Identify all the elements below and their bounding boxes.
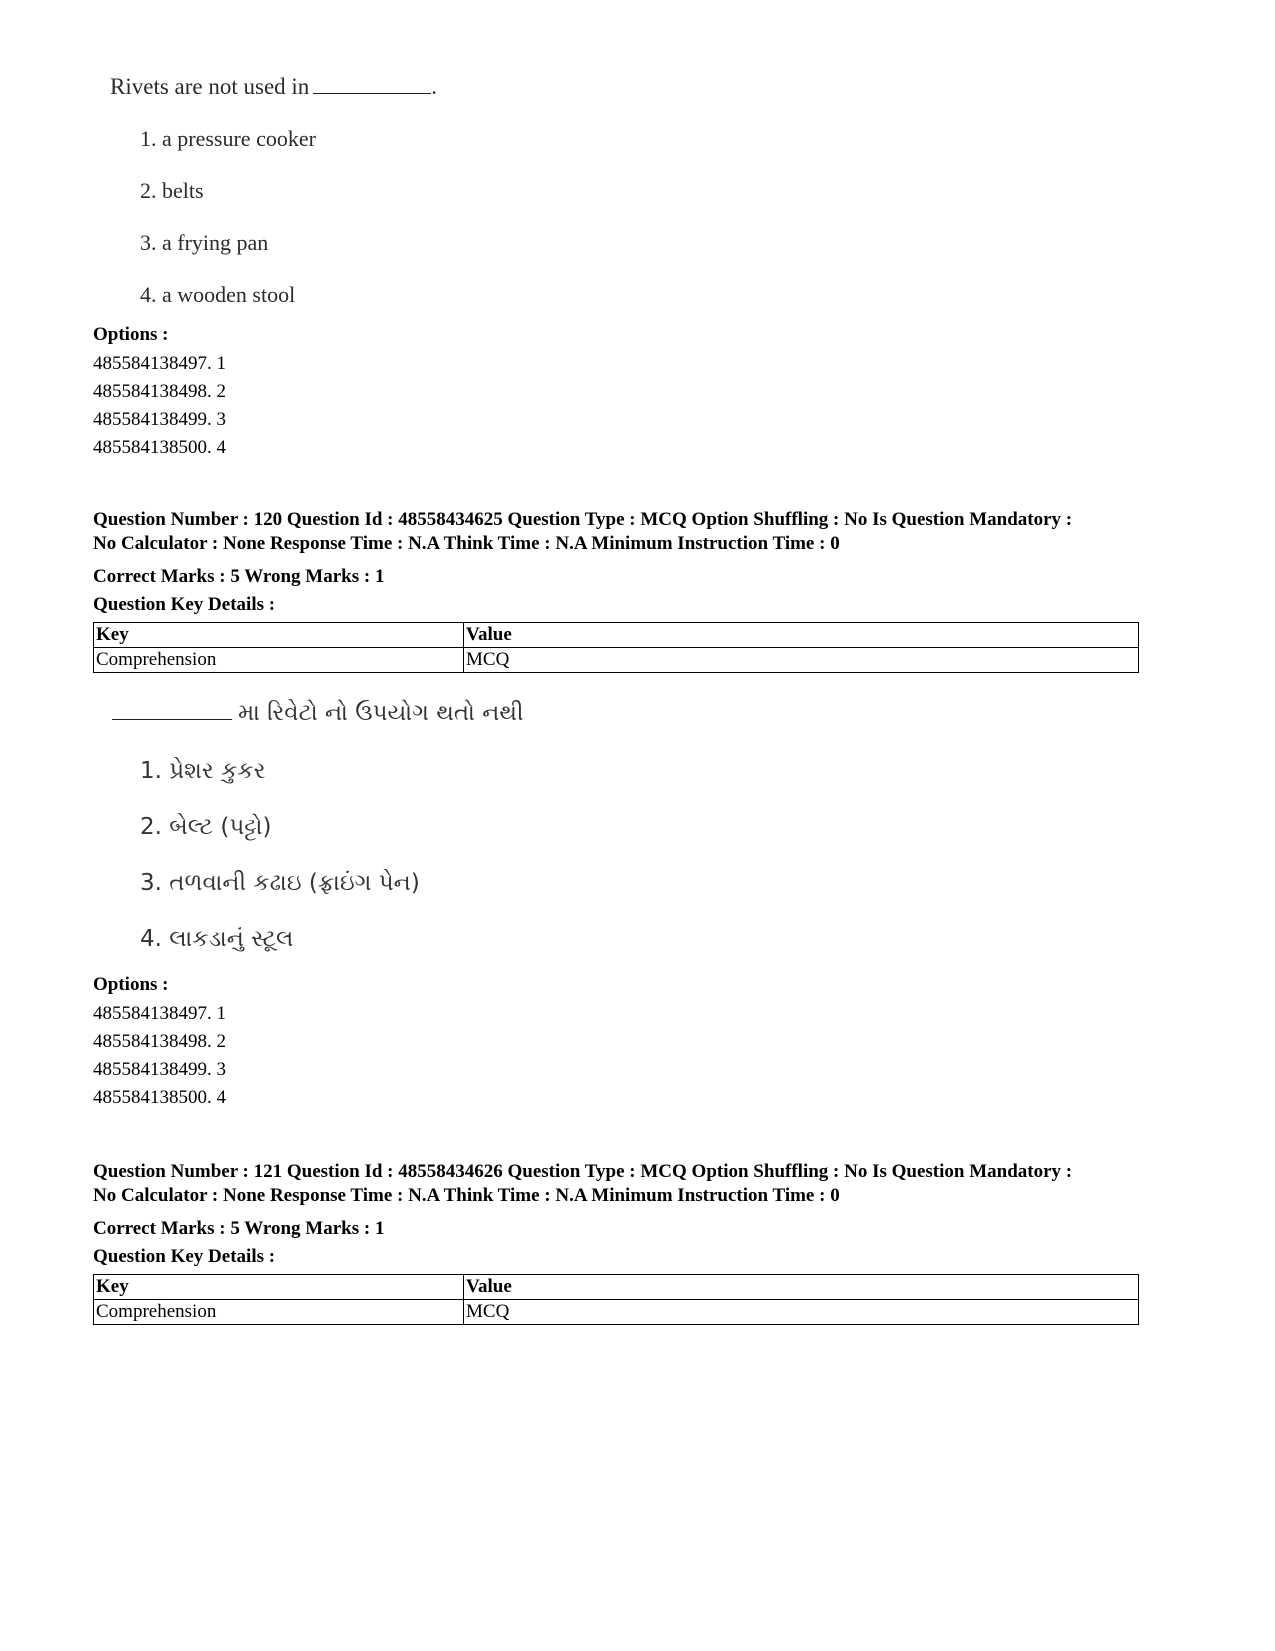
question-stem-gu [112, 700, 524, 726]
value-cell: MCQ [464, 648, 1139, 673]
choice-en-4: 4. a wooden stool [140, 282, 296, 307]
option-item: 485584138499. 3 [93, 1059, 226, 1080]
question-meta-line1: Question Number : 121 Question Id : 48558434626 Question Type : MCQ Option Shuffling : No Is Question Mandatory : [93, 1161, 1073, 1182]
marks-line: Correct Marks : 5 Wrong Marks : 1 [93, 1218, 385, 1239]
options-list [93, 1000, 226, 1112]
option-item: 485584138500. 4 [93, 1087, 226, 1108]
key-header: Key [94, 623, 464, 648]
table-row [94, 1300, 1139, 1325]
question-stem-text: Rivets are not used in [110, 74, 310, 99]
key-details-label: Question Key Details : [93, 594, 276, 615]
question-meta-line1: Question Number : 120 Question Id : 48558434625 Question Type : MCQ Option Shuffling : No Is Question Mandatory : [93, 509, 1073, 530]
key-value-table [93, 622, 1139, 673]
question-meta-121 [93, 1160, 1263, 1208]
options-label: Options : [93, 324, 169, 345]
value-cell: MCQ [464, 1300, 1139, 1325]
key-cell: Comprehension [94, 648, 464, 673]
question-meta-line2: No Calculator : None Response Time : N.A Think Time : N.A Minimum Instruction Time : 0 [93, 533, 840, 554]
key-cell: Comprehension [94, 1300, 464, 1325]
value-header: Value [464, 623, 1139, 648]
key-details-label: Question Key Details : [93, 1246, 276, 1267]
table-header-row [94, 623, 1139, 648]
option-item: 485584138497. 1 [93, 353, 226, 374]
marks-line: Correct Marks : 5 Wrong Marks : 1 [93, 566, 385, 587]
option-item: 485584138500. 4 [93, 437, 226, 458]
table-row [94, 648, 1139, 673]
option-item: 485584138498. 2 [93, 1031, 226, 1052]
answer-blank [112, 718, 232, 720]
question-meta-line2: No Calculator : None Response Time : N.A Think Time : N.A Minimum Instruction Time : 0 [93, 1185, 840, 1206]
key-header: Key [94, 1275, 464, 1300]
answer-blank [313, 92, 431, 94]
key-value-table [93, 1274, 1139, 1325]
choice-en-1: 1. a pressure cooker [140, 126, 316, 151]
choice-gu-2: 2. બેલ્ટ (પટ્ટો) [140, 814, 272, 840]
option-item: 485584138498. 2 [93, 381, 226, 402]
options-label: Options : [93, 974, 169, 995]
table-header-row [94, 1275, 1139, 1300]
value-header: Value [464, 1275, 1139, 1300]
choice-gu-1: 1. પ્રેશર કુકર [140, 758, 266, 784]
choice-en-3: 3. a frying pan [140, 230, 269, 255]
choice-gu-3: 3. તળવાની કઢાઇ (ફ્રાઇંગ પેન) [140, 870, 420, 896]
option-item: 485584138497. 1 [93, 1003, 226, 1024]
option-item: 485584138499. 3 [93, 409, 226, 430]
choice-en-2: 2. belts [140, 178, 204, 203]
question-stem-gu-text: મા રિવેટો નો ઉપયોગ થતો નથી [238, 700, 524, 726]
question-stem-en [110, 74, 437, 100]
choice-gu-4: 4. લાકડાનું સ્ટૂલ [140, 926, 294, 952]
stem-end: . [431, 74, 438, 99]
options-list [93, 350, 226, 462]
question-meta-120 [93, 508, 1263, 556]
